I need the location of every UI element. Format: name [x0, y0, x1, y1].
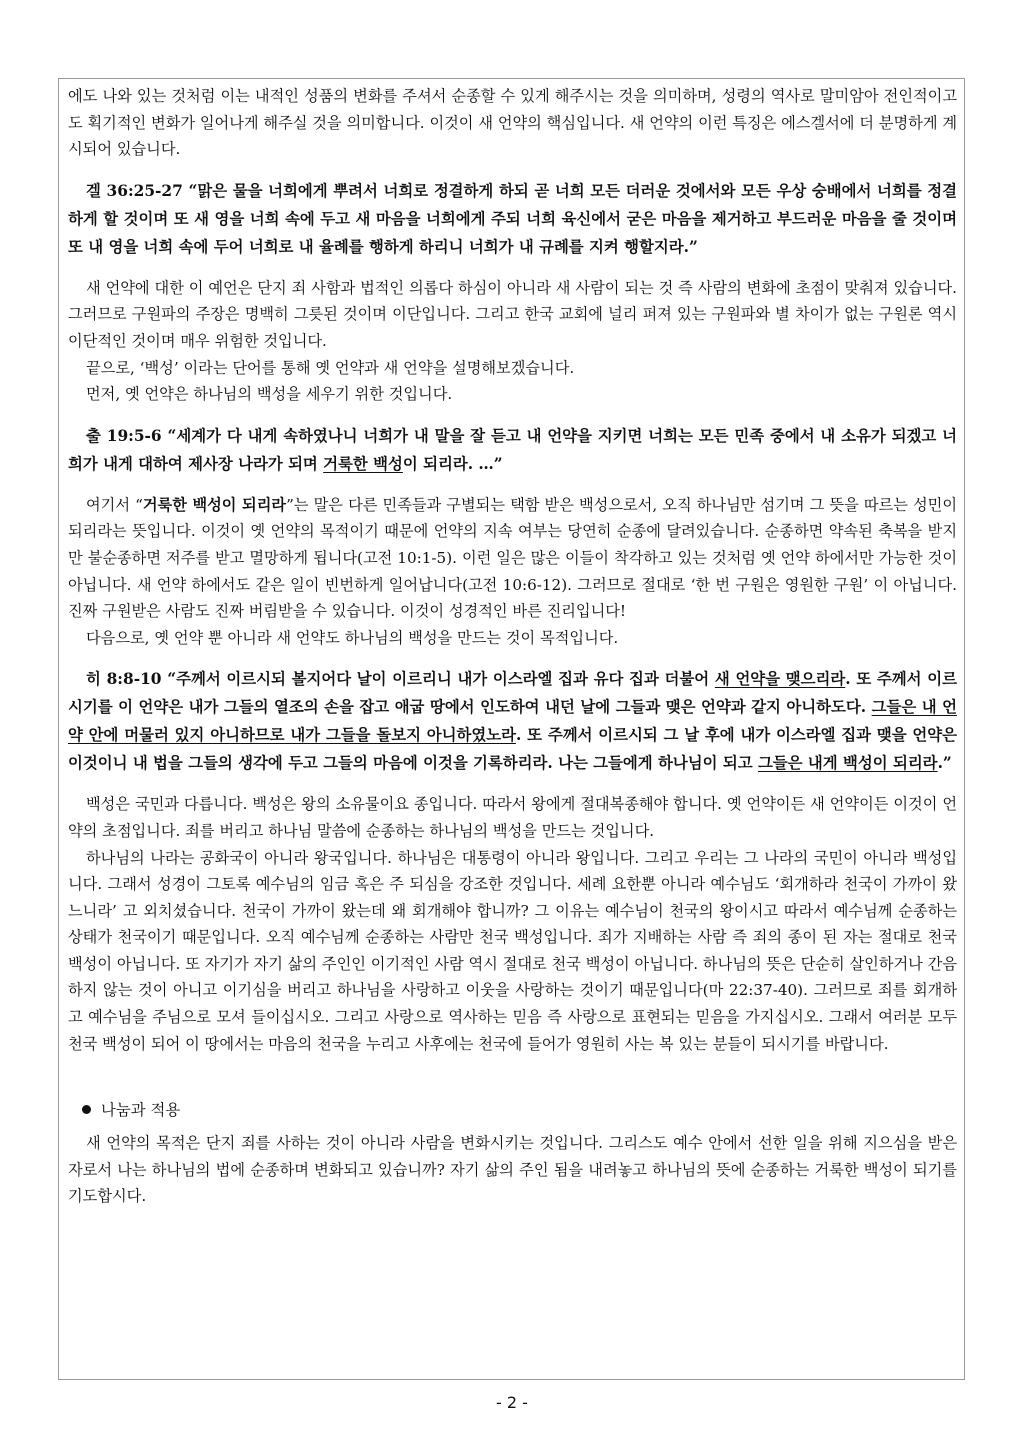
verse-text: . 또 주께서 이르시되 그 날 후에 내가 이스라엘 집과 맺을 언약은 이것이니 내 법을 그들의 생각에 두고 그들의 마음에 이것을 기록하리라. 나는 그들에게 하나님이 되고: [68, 726, 957, 773]
paragraph-3: 끝으로, ‘백성’ 이라는 단어를 통해 옛 언약과 새 언약을 설명해보겠습니다.: [86, 358, 575, 377]
verse-text: . 또 주께서 이르시기를 이 언약은 내가 그들의 열조의 손을 잡고 애굽 땅에서 인도하여 내던 날에 그들과 맺은 언약과 같지 아니하도다.: [68, 670, 957, 717]
verse-text: 출 19:5-6 “세계가 다 내게 속하였나니 너희가 내 말을 잘 듣고 내 언약을 지키면 너희는 모든 민족 중에서 내 소유가 되겠고 너희가 내게 대하여 제사장 나라가 되며: [68, 426, 957, 473]
verse-text: 히 8:8-10 “주께서 이르시되 볼지어다 날이 이르리니 내가 이스라엘 집과 유다 집과 더불어: [86, 670, 715, 689]
verse-underline: 그들은 내 언약 안에 머물러 있지 아니하므로 내가 그들을 돌보지 아니하였노라: [68, 698, 957, 745]
paragraph-7: 백성은 국민과 다릅니다. 백성은 왕의 소유물이요 종입니다. 따라서 왕에게 절대복종해야 합니다. 옛 언약이든 새 언약이든 이것이 언약의 초점입니다. 죄를 버리고 하나님 말씀에 순종하는 하나님의 백성을 만드는 것입니다.: [68, 795, 957, 840]
paragraph-9: 새 언약의 목적은 단지 죄를 사하는 것이 아니라 사람을 변화시키는 것입니다. 그리스도 예수 안에서 선한 일을 위해 지으심을 받은 자로서 나는 하나님의 법에 순종하며 변화되고 있습니까? 자기 삶의 주인 됨을 내려놓고 하나님의 뜻에 순종하는 거룩한 백성이 되기를 기도합시다.: [68, 1134, 957, 1206]
paragraph-6: 다음으로, 옛 언약 뿐 아니라 새 언약도 하나님의 백성을 만드는 것이 목적입니다.: [86, 628, 619, 647]
paragraph-1: 에도 나와 있는 것처럼 이는 내적인 성품의 변화를 주셔서 순종할 수 있게 해주시는 것을 의미하며, 성령의 역사로 말미암아 전인적이고도 획기적인 변화가 일어나게 해주실 것을 의미합니다. 이것이 새 언약의 핵심입니다. 새 언약의 이런 특징은 에스겔서에 더 분명하게 계시되어 있습니다.: [68, 87, 957, 159]
scripture-ezekiel-36: 겔 36:25-27 “맑은 물을 너희에게 뿌려서 너희로 정결하게 하되 곧 너희 모든 더러운 것에서와 모든 우상 숭배에서 너희를 정결하게 할 것이며 또 새 영을 너희 속에 두고 새 마음을 너희에게 주되 너희 육신에서 굳은 마음을 제거하고 부드러운 마음을 줄 것이며 또 내 영을 너희 속에 두어 너희로 내 율례를 행하게 하리니 너희가 내 규례를 지켜 행할지라.”: [68, 181, 957, 256]
verse-text: .”: [937, 754, 952, 773]
bold-phrase: 거룩한 백성이 되리라: [142, 495, 287, 514]
paragraph-8: 하나님의 나라는 공화국이 아니라 왕국입니다. 하나님은 대통령이 아니라 왕입니다. 그리고 우리는 그 나라의 국민이 아니라 백성입니다. 그래서 성경이 그토록 예수님의 임금 혹은 주 되심을 강조한 것입니다. 세례 요한뿐 아니라 예수님도 ‘회개하라 천국이 가까이 왔느니라’ 고 외치셨습니다. 천국이 가까이 왔는데 왜 회개해야 합니까? 그 이유는 예수님이 천국의 왕이시고 따라서 예수님께 순종하는 상태가 천국이기 때문입니다. 오직 예수님께 순종하는 사람만 천국 백성입니다. 죄가 지배하는 사람 즉 죄의 종이 된 자는 절대로 천국 백성이 아닙니다. 또 자기가 자기 삶의 주인인 이기적인 사람 역시 절대로 천국 백성이 아닙니다. 하나님의 뜻은 단순히 살인하거나 간음하지 않는 것이 아니고 이기심을 버리고 하나님을 사랑하고 이웃을 사랑하는 것이기 때문입니다(마 22:37-40). 그러므로 죄를 회개하고 예수님을 주님으로 모셔 들이십시오. 그리고 사랑으로 역사하는 믿음 즉 사랑으로 표현되는 믿음을 가지십시오. 그래서 여러분 모두 천국 백성이 되어 이 땅에서는 마음의 천국을 누리고 사후에는 천국에 들어가 영원히 사는 복 있는 분들이 되시기를 바랍니다.: [68, 848, 957, 1053]
verse-underline: 새 언약을 맺으리라: [714, 670, 846, 689]
section-heading-label: 나눔과 적용: [101, 1101, 181, 1120]
verse-underline: 그들은 내게 백성이 되리라: [757, 754, 938, 773]
scripture-exodus-19: [68, 422, 957, 478]
text-run: 여기서 “: [86, 495, 143, 514]
verse-text: 이 되리라. …”: [402, 454, 503, 473]
document-body: [68, 83, 957, 1210]
bullet-icon: [82, 1105, 91, 1114]
scripture-hebrews-8: [68, 665, 957, 777]
page-number: - 2 -: [496, 1393, 528, 1412]
section-heading: [68, 1097, 957, 1124]
paragraph-2: 새 언약에 대한 이 예언은 단지 죄 사함과 법적인 의롭다 하심이 아니라 새 사람이 되는 것 즉 사람의 변화에 초점이 맞춰져 있습니다. 그러므로 구원파의 주장은 명백히 그릇된 것이며 이단입니다. 그리고 한국 교회에 널리 퍼져 있는 구원파와 별 차이가 없는 구원론 역시 이단적인 것이며 매우 위험한 것입니다.: [68, 278, 957, 350]
verse-underline: 거룩한 백성: [323, 454, 403, 473]
paragraph-4: 먼저, 옛 언약은 하나님의 백성을 세우기 위한 것입니다.: [86, 385, 453, 404]
text-run: ”는 말은 다른 민족들과 구별되는 택함 받은 백성으로서, 오직 하나님만 섬기며 그 뜻을 따르는 성민이 되리라는 뜻입니다. 이것이 옛 언약의 목적이기 때문에 언약의 지속 여부는 당연히 순종에 달려있습니다. 순종하면 약속된 축복을 받지만 불순종하면 저주를 받고 멸망하게 됩니다(고전 10:1-5). 이런 일은 많은 이들이 착각하고 있는 것처럼 옛 언약 하에서만 가능한 것이 아닙니다. 새 언약 하에서도 같은 일이 빈번하게 일어납니다(고전 10:6-12). 그러므로 절대로 ‘한 번 구원은 영원한 구원’ 이 아닙니다. 진짜 구원받은 사람도 진짜 버림받을 수 있습니다. 이것이 성경적인 바른 진리입니다!: [68, 495, 958, 621]
paragraph-5: [68, 492, 957, 625]
